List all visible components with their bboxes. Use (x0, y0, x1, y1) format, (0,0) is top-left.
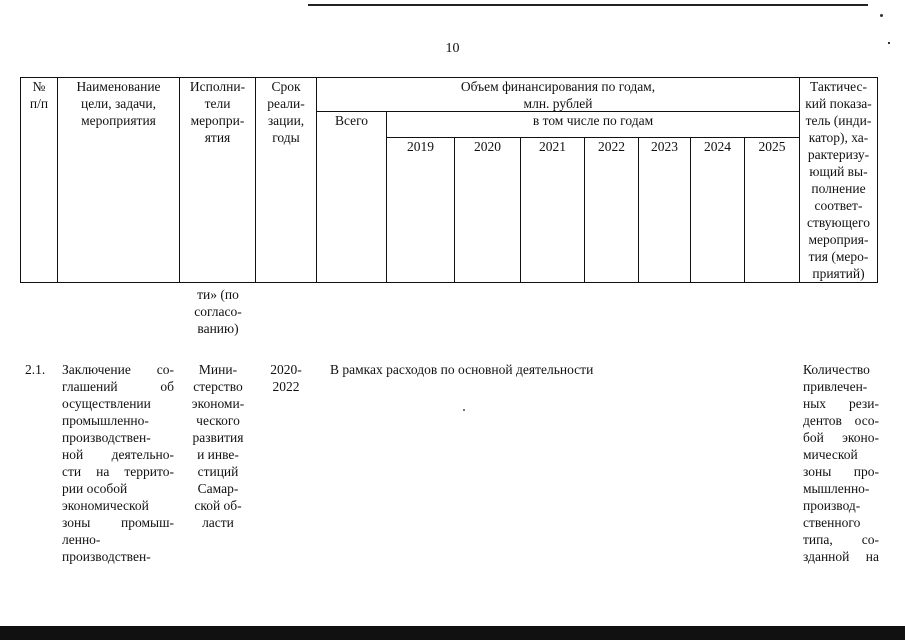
header-indicator-line: тия (меро- (808, 249, 869, 264)
row-executor-line: ласти (202, 515, 234, 530)
bottom-scan-edge (0, 626, 905, 640)
header-executors (179, 77, 256, 283)
row-financing-note: В рамках расходов по основной деятельности (330, 362, 594, 377)
row-executor (180, 361, 256, 531)
row-name-line: сти на террито- (62, 464, 174, 479)
header-indicator-line: соответ- (814, 198, 863, 213)
header-financing-line: млн. рублей (523, 96, 593, 111)
continuation-line: согласо- (194, 304, 242, 319)
header-indicator-line: тель (инди- (805, 113, 872, 128)
row-indicator-line: Количество (803, 362, 870, 377)
header-year: 2019 (386, 137, 455, 283)
row-term-line: 2020- (270, 362, 302, 377)
row-indicator-line: ственного (803, 515, 861, 530)
row-executor-line: и инве- (197, 447, 239, 462)
executor-continuation (180, 286, 256, 337)
header-num-line: № (32, 79, 46, 94)
header-num-line: п/п (29, 96, 49, 111)
header-financing-line: Объем финансирования по годам, (460, 79, 656, 94)
row-indicator-line: зоны про- (803, 464, 879, 479)
header-year: 2023 (638, 137, 691, 283)
header-year: 2024 (690, 137, 745, 283)
row-name-line: производствен- (62, 549, 151, 564)
row-indicator (803, 361, 879, 565)
header-year: 2021 (520, 137, 585, 283)
header-name-line: Наименование (76, 79, 161, 94)
header-indicator-line: рактеризу- (807, 147, 870, 162)
header-name (57, 77, 180, 283)
row-name-line: Заключение со- (62, 362, 174, 377)
row-indicator-line: мышленно- (803, 481, 870, 496)
row-indicator-line: бой эконо- (803, 430, 879, 445)
row-executor-line: экономи- (191, 396, 245, 411)
header-year: 2022 (584, 137, 639, 283)
row-name-line: промышленно- (62, 413, 149, 428)
continuation-line: ванию) (197, 321, 239, 336)
row-name-line: рии особой (62, 481, 128, 496)
row-name-line: зоны промыш- (62, 515, 174, 530)
header-term-line: зации, (267, 113, 305, 128)
continuation-line: ти» (по (197, 287, 239, 302)
header-executors-line: Исполни- (189, 79, 246, 94)
row-name-line: ленно- (62, 532, 101, 547)
header-name-line: мероприятия (81, 113, 156, 128)
row-indicator-line: зданной на (803, 549, 879, 564)
row-name (62, 361, 174, 565)
header-executors-line: ятия (204, 130, 231, 145)
row-name-line: осуществлении (62, 396, 151, 411)
header-term (255, 77, 317, 283)
row-indicator-line: дентов осо- (803, 413, 879, 428)
header-financing (316, 77, 800, 112)
row-indicator-line: ных рези- (803, 396, 879, 411)
row-indicator-line: привлечен- (803, 379, 868, 394)
row-executor-line: стерство (193, 379, 243, 394)
header-executors-line: меропри- (190, 113, 245, 128)
header-indicator-line: кий показа- (805, 96, 872, 111)
scan-speck (880, 14, 883, 17)
row-indicator-line: мической (803, 447, 858, 462)
header-total: Всего (316, 111, 387, 283)
row-indicator-line: типа, со- (803, 532, 879, 547)
row-number: 2.1. (25, 362, 46, 377)
header-num (20, 77, 58, 283)
header-indicator (799, 77, 878, 283)
scan-speck (463, 409, 465, 411)
header-by-years: в том числе по годам (386, 111, 800, 138)
row-executor-line: Самар- (197, 481, 239, 496)
header-indicator-line: полнение (811, 181, 866, 196)
header-indicator-line: мероприя- (808, 232, 869, 247)
row-indicator-line: производ- (803, 498, 861, 513)
page-number: 10 (445, 41, 460, 56)
row-executor-line: стиций (197, 464, 239, 479)
header-indicator-line: катор), ха- (808, 130, 869, 145)
header-indicator-line: приятий) (812, 266, 865, 281)
header-year: 2020 (454, 137, 521, 283)
header-term-line: Срок (271, 79, 301, 94)
header-year: 2025 (744, 137, 800, 283)
header-indicator-line: ющий вы- (809, 164, 868, 179)
header-indicator-line: ствующего (807, 215, 870, 230)
header-term-line: реали- (267, 96, 305, 111)
row-name-line: экономической (62, 498, 149, 513)
header-executors-line: тели (204, 96, 231, 111)
row-executor-line: развития (192, 430, 244, 445)
row-term-line: 2022 (272, 379, 300, 394)
row-executor-line: ской об- (194, 498, 242, 513)
top-rule (308, 4, 868, 6)
header-indicator-line: Тактичес- (809, 79, 867, 94)
row-executor-line: Мини- (198, 362, 238, 377)
row-executor-line: ческого (196, 413, 240, 428)
row-name-line: глашений об (62, 379, 174, 394)
header-name-line: цели, задачи, (81, 96, 156, 111)
header-term-line: годы (272, 130, 300, 145)
row-name-line: ной деятельно- (62, 447, 174, 462)
row-name-line: производствен- (62, 430, 151, 445)
row-term (256, 361, 316, 395)
